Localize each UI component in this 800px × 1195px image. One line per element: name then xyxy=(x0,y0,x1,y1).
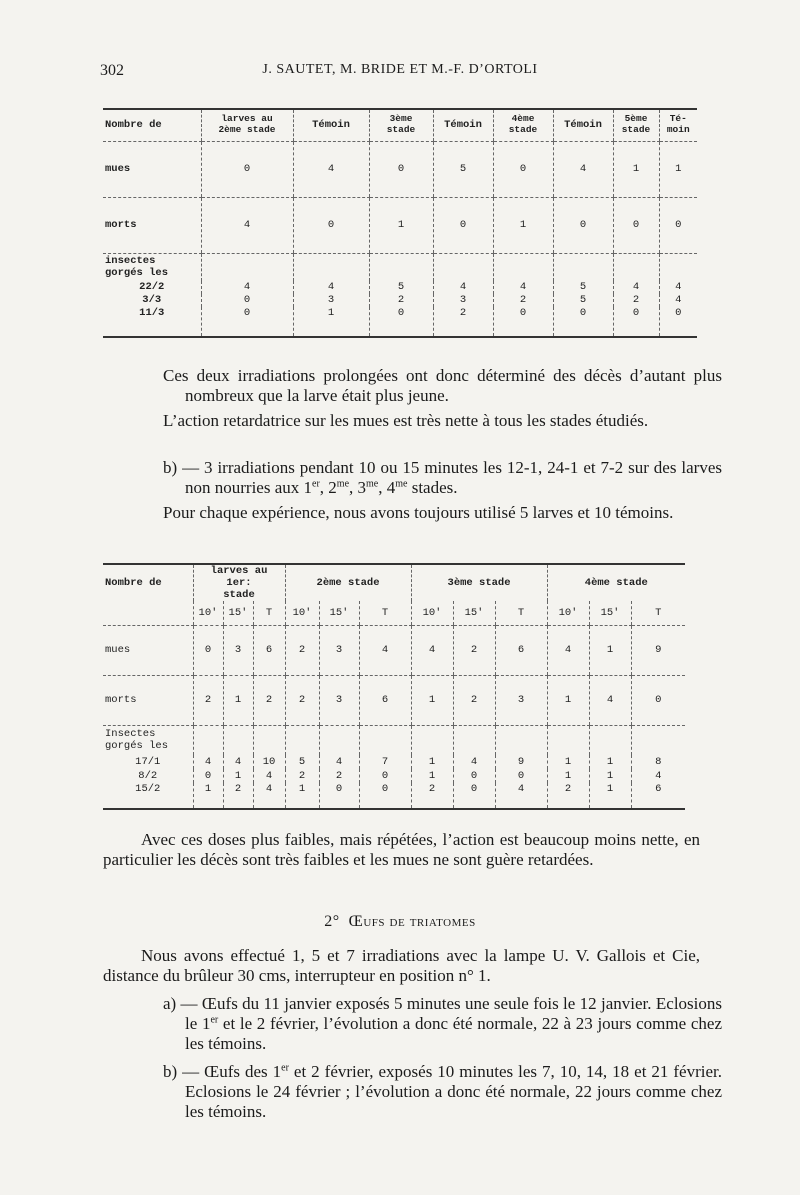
table-cell: 1 xyxy=(547,769,589,783)
table1-header-label: Nombre de xyxy=(103,109,201,141)
paragraph: Nous avons effectué 1, 5 et 7 irradiations avec la lampe U. V. Gallois et Cie, distance du brûleur 30 cms, interrupteur en position n° 1. xyxy=(103,946,700,985)
table-cell: 0 xyxy=(359,783,411,809)
table-row xyxy=(103,675,685,725)
table-cell: 0 xyxy=(631,675,685,725)
table-cell: 5 xyxy=(369,281,433,294)
row-label: mues xyxy=(103,141,201,197)
group-header: 4ème stade xyxy=(547,564,685,601)
date-label: 15/2 xyxy=(135,783,161,796)
paragraph: L’action retardatrice sur les mues est très nette à tous les stades étudiés. xyxy=(163,411,649,430)
table-cell: 0 xyxy=(201,141,293,197)
table-cell: 4 xyxy=(201,197,293,253)
table-cell: 0 xyxy=(369,141,433,197)
table-cell: 1 xyxy=(285,783,319,809)
table2-group-row xyxy=(103,564,685,601)
table-cell: 4 xyxy=(253,769,285,783)
results-table-1 xyxy=(103,108,697,338)
table-cell: 4 xyxy=(493,281,553,294)
table-cell: 0 xyxy=(553,307,613,337)
group-header: larves au 1er: stade xyxy=(193,564,285,601)
subhead: 15' xyxy=(453,601,495,625)
table-cell: 1 xyxy=(589,755,631,769)
paragraph: Avec ces doses plus faibles, mais répétées, l’action est beaucoup moins nette, en particulier les décès sont très faibles et les mues ne sont guère retardées. xyxy=(103,830,700,869)
table-cell: 4 xyxy=(553,141,613,197)
table-cell: 4 xyxy=(293,141,369,197)
table-cell: 1 xyxy=(589,625,631,675)
table1-header-cell: larves au 2ème stade xyxy=(201,109,293,141)
table-row xyxy=(103,625,685,675)
table-cell: 5 xyxy=(553,281,613,294)
table-cell: 4 xyxy=(433,281,493,294)
table-cell: 5 xyxy=(285,755,319,769)
row-label: morts xyxy=(103,675,193,725)
paragraph: b) — 3 irradiations pendant 10 ou 15 minutes les 12-1, 24-1 et 7-2 sur des larves non nourries aux 1er, $2^{me}$, $3^{me}$, $4^{me}$ stades. xyxy=(163,458,722,497)
paragraph: Pour chaque expérience, nous avons toujours utilisé 5 larves et 10 témoins. xyxy=(163,503,674,522)
paragraph: Ces deux irradiations prolongées ont donc déterminé des décès d’autant plus nombreux que la larve était plus jeune. xyxy=(163,366,722,405)
table-cell: 4 xyxy=(495,783,547,809)
table-cell: 0 xyxy=(201,294,293,307)
insectes-label: insectes gorgés les xyxy=(105,255,169,280)
table-cell: 9 xyxy=(495,755,547,769)
table-cell: 4 xyxy=(613,281,659,294)
subhead: T xyxy=(495,601,547,625)
table-cell: 4 xyxy=(453,755,495,769)
table-row xyxy=(103,197,697,253)
table1-header-cell: 3ème stade xyxy=(369,109,433,141)
table-cell: 2 xyxy=(613,294,659,307)
table-cell: 2 xyxy=(453,625,495,675)
date-label: 11/3 xyxy=(139,307,165,319)
table-cell: 1 xyxy=(293,307,369,337)
table-row xyxy=(103,725,685,755)
table2-subhead-row xyxy=(103,601,685,625)
table-cell: 4 xyxy=(293,281,369,294)
subhead: 10' xyxy=(285,601,319,625)
table-cell: 1 xyxy=(411,769,453,783)
date-label: 3/3 xyxy=(142,294,162,307)
table-cell: 2 xyxy=(319,769,359,783)
table-cell: 0 xyxy=(433,197,493,253)
table-cell: 0 xyxy=(193,769,223,783)
date-label: 22/2 xyxy=(139,281,165,294)
table-cell: 4 xyxy=(359,625,411,675)
paragraph: a) — Œufs du 11 janvier exposés 5 minutes une seule fois le 12 janvier. Eclosions le 1er et le 2 février, l’évolution a donc été normale, 22 à 23 jours comme chez les témoins. xyxy=(163,994,722,1053)
table-row xyxy=(103,769,685,783)
table-cell: 2 xyxy=(285,625,319,675)
table-cell: 1 xyxy=(223,769,253,783)
table-cell: 0 xyxy=(493,141,553,197)
table-cell: 4 xyxy=(201,281,293,294)
table-cell: 4 xyxy=(659,281,697,294)
table-cell: 6 xyxy=(253,625,285,675)
table-cell: 6 xyxy=(495,625,547,675)
table-cell: 1 xyxy=(547,755,589,769)
table-cell: 1 xyxy=(193,783,223,809)
table-cell: 0 xyxy=(495,769,547,783)
table2-col-label: Nombre de xyxy=(105,577,162,590)
group-header: 3ème stade xyxy=(411,564,547,601)
table-cell: 0 xyxy=(493,307,553,337)
table-cell: 4 xyxy=(547,625,589,675)
subhead: 10' xyxy=(547,601,589,625)
table-cell: 6 xyxy=(359,675,411,725)
table-cell: 0 xyxy=(453,769,495,783)
table-cell: 0 xyxy=(613,197,659,253)
table-row xyxy=(103,783,685,809)
table-cell: 4 xyxy=(411,625,453,675)
table-cell: 6 xyxy=(631,783,685,809)
table-cell: 4 xyxy=(223,755,253,769)
table-cell: 0 xyxy=(193,625,223,675)
insectes-label: Insectes gorgés les xyxy=(105,728,169,753)
subhead: 10' xyxy=(411,601,453,625)
table-cell: 1 xyxy=(589,769,631,783)
table-cell: 0 xyxy=(453,783,495,809)
table-cell: 4 xyxy=(319,755,359,769)
table1-header-cell: Té- moin xyxy=(659,109,697,141)
table-cell: 2 xyxy=(253,675,285,725)
table-cell: 4 xyxy=(631,769,685,783)
table-cell: 4 xyxy=(589,675,631,725)
subhead: 15' xyxy=(223,601,253,625)
subhead: 10' xyxy=(193,601,223,625)
table-cell: 2 xyxy=(493,294,553,307)
table-cell: 4 xyxy=(659,294,697,307)
table-cell: 0 xyxy=(659,307,697,337)
table-cell: 0 xyxy=(293,197,369,253)
page-number: 302 xyxy=(100,62,124,79)
table-cell: 0 xyxy=(659,197,697,253)
table1-header-cell: 5ème stade xyxy=(613,109,659,141)
table-cell: 1 xyxy=(223,675,253,725)
table-cell: 4 xyxy=(253,783,285,809)
subhead: 15' xyxy=(589,601,631,625)
row-label: morts xyxy=(103,197,201,253)
row-label: mues xyxy=(103,625,193,675)
date-label: 17/1 xyxy=(135,756,161,769)
table-row xyxy=(103,253,697,281)
table-cell: 2 xyxy=(453,675,495,725)
table-cell: 0 xyxy=(369,307,433,337)
subhead: T xyxy=(253,601,285,625)
subhead: T xyxy=(359,601,411,625)
section-number: 2° xyxy=(324,913,340,930)
table-cell: 2 xyxy=(193,675,223,725)
group-header: 2ème stade xyxy=(285,564,411,601)
table1-header-row xyxy=(103,109,697,141)
table-cell: 1 xyxy=(493,197,553,253)
table-cell: 3 xyxy=(319,625,359,675)
table-row xyxy=(103,307,697,337)
table-cell: 0 xyxy=(613,307,659,337)
table-cell: 10 xyxy=(253,755,285,769)
table-cell: 2 xyxy=(285,675,319,725)
section-title: Œufs de triatomes xyxy=(348,913,476,930)
table-cell: 9 xyxy=(631,625,685,675)
table-cell: 2 xyxy=(547,783,589,809)
table-cell: 1 xyxy=(547,675,589,725)
table-cell: 2 xyxy=(411,783,453,809)
table-row xyxy=(103,281,697,294)
table-cell: 1 xyxy=(659,141,697,197)
table-cell: 1 xyxy=(369,197,433,253)
date-label: 8/2 xyxy=(138,770,158,783)
table-cell: 4 xyxy=(193,755,223,769)
table-cell: 0 xyxy=(553,197,613,253)
table-cell: 5 xyxy=(553,294,613,307)
table-cell: 2 xyxy=(223,783,253,809)
table-cell: 1 xyxy=(613,141,659,197)
table-row xyxy=(103,294,697,307)
table-cell: 1 xyxy=(411,755,453,769)
table-cell: 3 xyxy=(495,675,547,725)
section-heading xyxy=(0,912,800,932)
table-cell: 8 xyxy=(631,755,685,769)
subhead: T xyxy=(631,601,685,625)
table-cell: 0 xyxy=(319,783,359,809)
table1-header-cell: Témoin xyxy=(553,109,613,141)
table-cell: 2 xyxy=(369,294,433,307)
table-cell: 1 xyxy=(411,675,453,725)
table-cell: 0 xyxy=(359,769,411,783)
running-title: J. SAUTET, M. BRIDE ET M.-F. D’ORTOLI xyxy=(262,62,538,77)
table-cell: 2 xyxy=(433,307,493,337)
results-table-2 xyxy=(103,563,685,810)
table-cell: 3 xyxy=(223,625,253,675)
table1-header-cell: Témoin xyxy=(433,109,493,141)
table-cell: 0 xyxy=(201,307,293,337)
table-cell: 1 xyxy=(589,783,631,809)
table-cell: 3 xyxy=(293,294,369,307)
table-cell: 3 xyxy=(319,675,359,725)
table-cell: 5 xyxy=(433,141,493,197)
table-cell: 2 xyxy=(285,769,319,783)
table-cell: 3 xyxy=(433,294,493,307)
subhead: 15' xyxy=(319,601,359,625)
table1-header-cell: 4ème stade xyxy=(493,109,553,141)
table-row xyxy=(103,141,697,197)
table-row xyxy=(103,755,685,769)
table-cell: 7 xyxy=(359,755,411,769)
table1-header-cell: Témoin xyxy=(293,109,369,141)
page-header xyxy=(0,62,800,86)
paragraph: b) — Œufs des 1er et 2 février, exposés 10 minutes les 7, 10, 14, 18 et 21 février. Eclosions le 24 février ; l’évolution a donc été normale, 22 jours comme chez les témoins. xyxy=(163,1062,722,1121)
